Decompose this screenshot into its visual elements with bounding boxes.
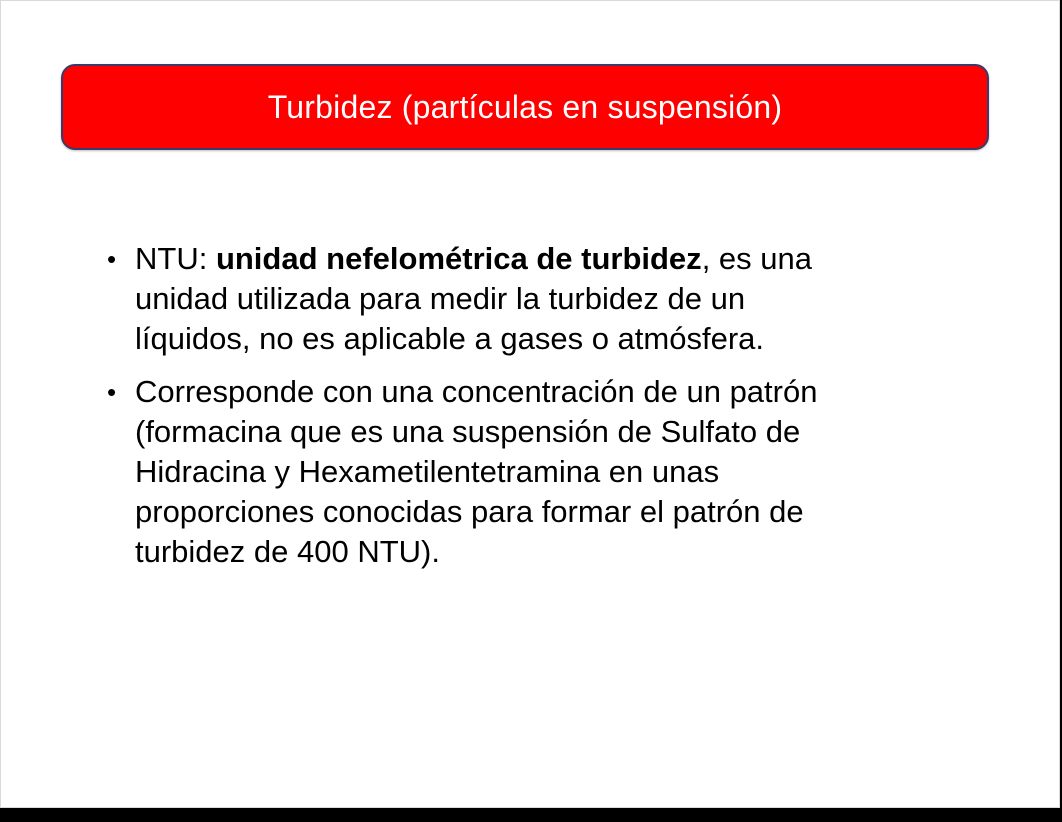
bullet-text: proporciones conocidas para formar el patrón de	[135, 494, 804, 529]
bullet-bold-term: unidad nefelométrica de turbidez	[215, 241, 702, 276]
bullet-list	[107, 239, 907, 572]
bullet-text: líquidos, no es aplicable a gases o atmósfera.	[135, 321, 764, 356]
bullet-text: Corresponde con una concentración de un patrón	[135, 374, 818, 409]
bullet-item-ntu	[107, 239, 907, 359]
bullet-lead: NTU:	[135, 241, 216, 276]
bullet-item-patron	[107, 372, 907, 572]
slide-body	[107, 239, 907, 585]
bullet-marker: •	[107, 244, 117, 274]
title-banner	[61, 64, 989, 150]
bullet-marker: •	[107, 377, 117, 407]
slide-title: Turbidez (partículas en suspensión)	[267, 88, 783, 125]
bullet-text: , es una	[701, 241, 812, 276]
bullet-text: Hidracina y Hexametilentetramina en unas	[135, 454, 720, 489]
bullet-text: turbidez de 400 NTU).	[135, 534, 440, 569]
bullet-text: (formacina que es una suspensión de Sulfato de	[135, 414, 801, 449]
bullet-text: unidad utilizada para medir la turbidez de un	[135, 281, 746, 316]
